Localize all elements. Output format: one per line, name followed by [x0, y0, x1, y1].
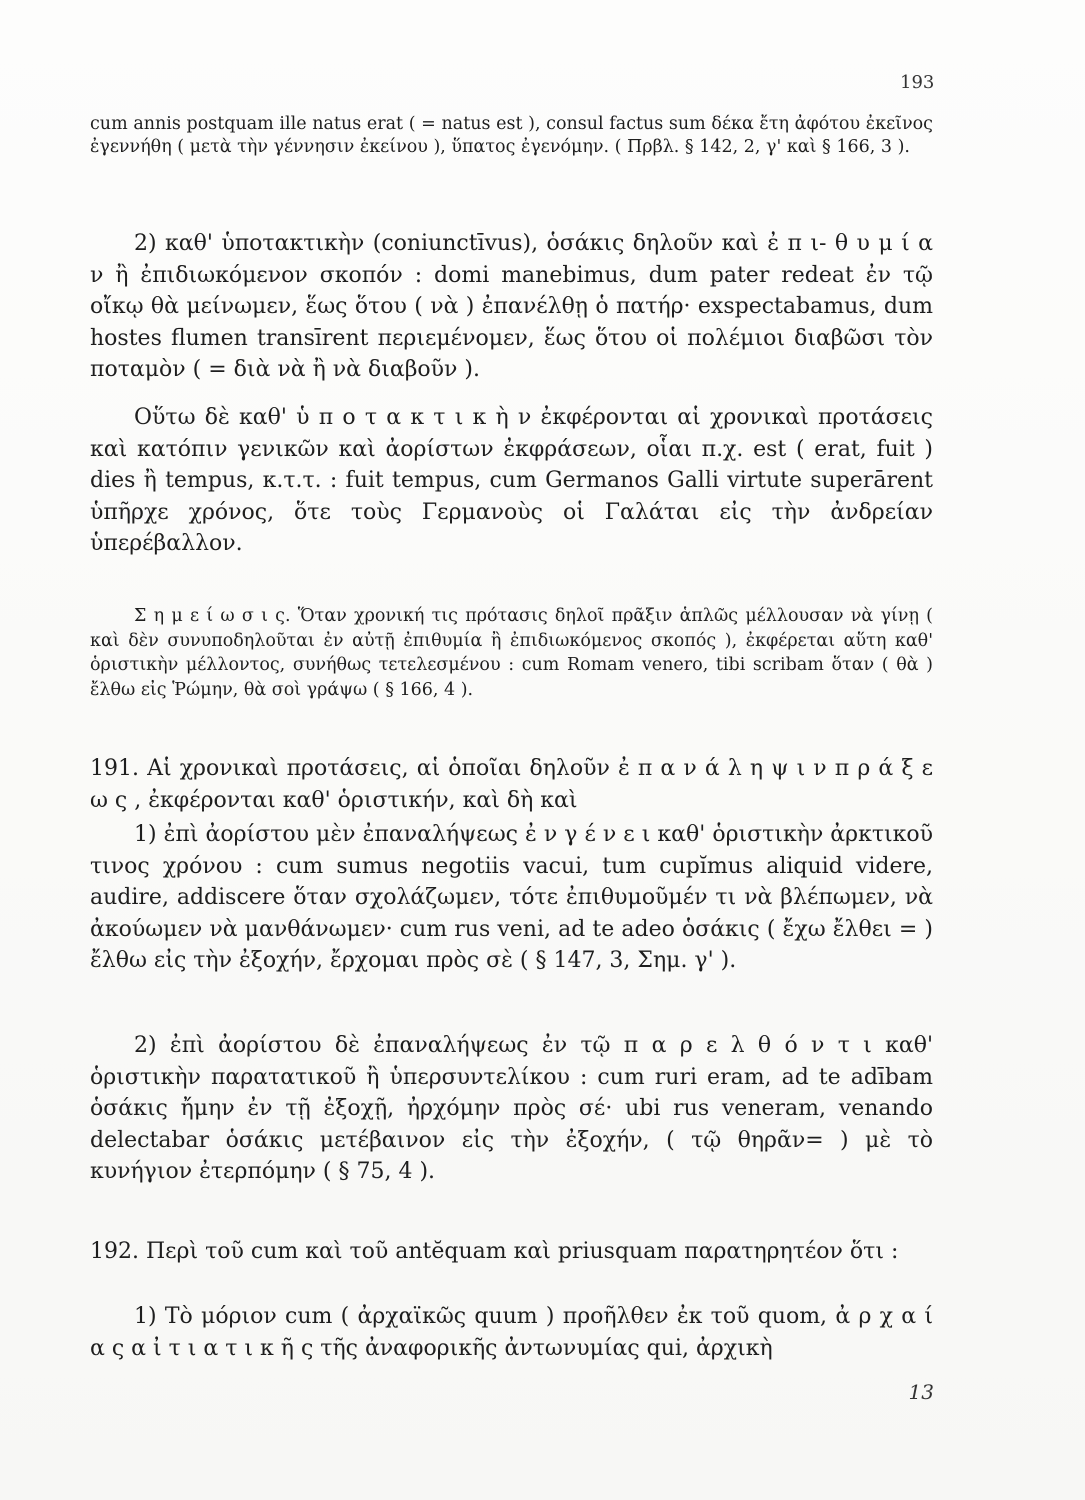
paragraph-191-point-2: 2) ἐπὶ ἀορίστου δὲ ἐπαναλήψεως ἐν τῷ π α ρ ε λ θ ό ν τ ι καθ' ὁριστικὴν παρατατικοῦ ἢ ὑπερσυντελίκου : cum ruri eram, ad te adībam ὁσάκις ἤμην ἐν τῇ ἐξοχῇ, ἠρχόμην πρὸς σέ· ubi rus veneram, venando delectabar ὁσάκις μετέβαινον εἰς τὴν ἐξοχήν, ( τῷ θηρᾶν= ) μὲ τὸ κυνήγιον ἐτερπόμην ( § 75, 4 ).: [90, 1033, 933, 1184]
paragraph-note: Σ η μ ε ί ω σ ι ς. Ὅταν χρονική τις πρότασις δηλοῖ πρᾶξιν ἁπλῶς μέλλουσαν νὰ γίνῃ ( καὶ δὲν συνυποδηλοῦται ἐν αὐτῇ ἐπιθυμία ἢ ἐπιδιωκόμενος σκοπός ), ἐκφέρεται αὕτη καθ' ὁριστικὴν μέλλοντος, συνήθως τετελεσμένου : cum Romam venero, tibi scribam ὅταν ( θὰ ) ἔλθω εἰς Ῥώμην, θὰ σοὶ γράψω ( § 166, 4 ).: [90, 606, 933, 700]
paragraph-subjunctive-general: Οὕτω δὲ καθ' ὑ π ο τ α κ τ ι κ ὴ ν ἐκφέρονται αἱ χρονικαὶ προτάσεις καὶ κατόπιν γενικῶν καὶ ἀορίστων ἐκφράσεων, οἷαι π.χ. est ( erat, fuit ) dies ἢ tempus, κ.τ.τ. : fuit tempus, cum Germanos Galli virtute superārent ὑπῆρχε χρόνος, ὅτε τοὺς Γερμανοὺς οἱ Γαλάται εἰς τὴν ἀνδρείαν ὑπερέβαλλον.: [90, 405, 933, 556]
paragraph-subjunctive: 2) καθ' ὑποτακτικὴν (coniunctīvus), ὁσάκις δηλοῦν καὶ ἐ π ι- θ υ μ ί α ν ἢ ἐπιδιωκόμενον σκοπόν : domi manebimus, dum pater redeat ἐν τῷ οἴκῳ θὰ μείνωμεν, ἕως ὅτου ( νὰ ) ἐπανέλθῃ ὁ πατήρ· exspectabamus, dum hostes flumen transīrent περιεμένομεν, ἕως ὅτου οἱ πολέμιοι διαβῶσι τὸν ποταμὸν ( = διὰ νὰ ἢ νὰ διαβοῦν ).: [90, 231, 933, 382]
paragraph-192: 192. Περὶ τοῦ cum καὶ τοῦ antĕquam καὶ priusquam παρατηρητέον ὅτι :: [90, 1239, 899, 1264]
paragraph-192-point-1: 1) Τὸ μόριον cum ( ἀρχαϊκῶς quum ) προῆλθεν ἐκ τοῦ quom, ἀ ρ χ α ί α ς α ἰ τ ι α τ ι κ ῆ ς τῆς ἀναφορικῆς ἀντωνυμίας qui, ἀρχικὴ: [90, 1304, 933, 1361]
paragraph-191: 191. Αἱ χρονικαὶ προτάσεις, αἱ ὁποῖαι δηλοῦν ἐ π α ν ά λ η ψ ι ν π ρ ά ξ ε ω ς , ἐκφέρονται καθ' ὁριστικήν, καὶ δὴ καὶ: [90, 756, 933, 813]
paragraph-continuation: cum annis postquam ille natus erat ( = natus est ), consul factus sum δέκα ἔτη ἀφότου ἐκεῖνος ἐγεννήθη ( μετὰ τὴν γέννησιν ἐκείνου ), ὕπατος ἐγενόμην. ( Πρβλ. § 142, 2, γ' καὶ § 166, 3 ).: [90, 114, 933, 157]
printer-signature: 13: [908, 1380, 934, 1404]
page-number: 193: [900, 72, 935, 93]
paragraph-191-point-1: 1) ἐπὶ ἀορίστου μὲν ἐπαναλήψεως ἐ ν γ έ ν ε ι καθ' ὁριστικὴν ἀρκτικοῦ τινος χρόνου : cum sumus negotiis vacui, tum cupĭmus aliquid videre, audire, addiscere ὅταν σχολάζωμεν, τότε ἐπιθυμοῦμέν τι νὰ βλέπωμεν, νὰ ἀκούωμεν νὰ μανθάνωμεν· cum rus veni, ad te adeo ὁσάκις ( ἔχω ἔλθει = ) ἔλθω εἰς τὴν ἐξοχήν, ἔρχομαι πρὸς σὲ ( § 147, 3, Σημ. γ' ).: [90, 822, 933, 973]
